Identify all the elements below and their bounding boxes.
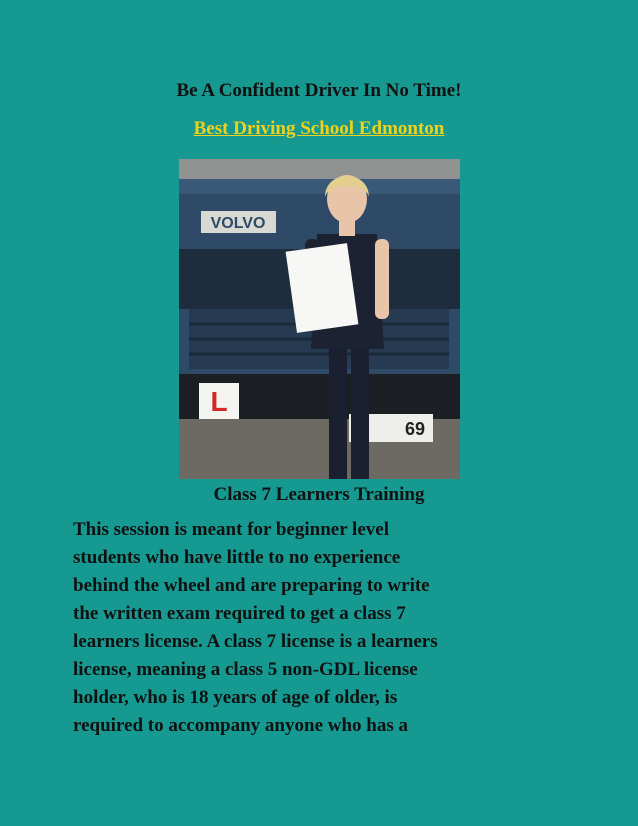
student-photo xyxy=(179,159,460,479)
page-title: Be A Confident Driver In No Time! xyxy=(176,80,462,101)
section-heading: Class 7 Learners Training xyxy=(213,484,425,505)
description-line: behind the wheel and are preparing to write xyxy=(73,575,430,596)
description-line: license, meaning a class 5 non-GDL license xyxy=(73,659,418,680)
certificate-paper xyxy=(286,243,359,333)
number-plate-text: 69 xyxy=(404,419,426,439)
school-link[interactable]: Best Driving School Edmonton xyxy=(193,118,445,139)
learner-plate-letter: L xyxy=(210,386,228,417)
description-line: holder, who is 18 years of age of older, is xyxy=(73,687,398,708)
description-line: the written exam required to get a class 7 xyxy=(73,603,406,624)
description-line: required to accompany anyone who has a xyxy=(73,715,408,736)
description-line: This session is meant for beginner level xyxy=(73,519,389,540)
description-line: learners license. A class 7 license is a learners xyxy=(73,631,438,652)
description-line: students who have little to no experience xyxy=(73,547,401,568)
session-description xyxy=(73,516,573,740)
truck-brand-label: VOLVO xyxy=(210,215,266,232)
